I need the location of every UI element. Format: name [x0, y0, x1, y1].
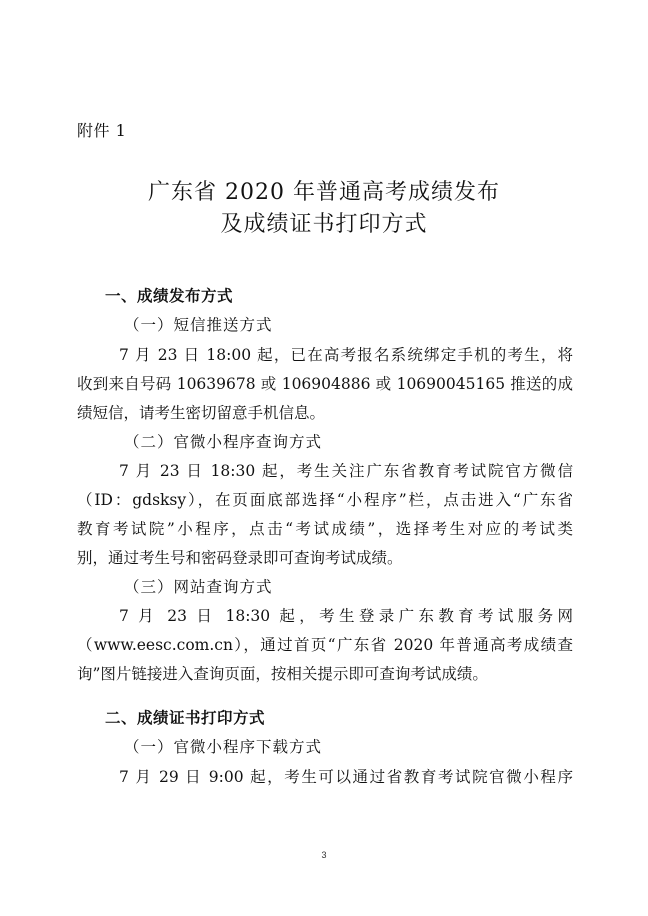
page-number: 3 — [321, 850, 327, 860]
paragraph-line: （www.eesc.com.cn），通过首页“广东省 2020 年普通高考成绩查 — [77, 636, 573, 654]
document-title-line-1: 广东省 2020 年普通高考成绩发布 — [148, 180, 500, 205]
subsection-1-3-heading: （三）网站查询方式 — [124, 578, 273, 596]
subsection-2-1-heading: （一）官微小程序下载方式 — [124, 738, 323, 756]
section-2-heading: 二、成绩证书打印方式 — [105, 708, 266, 727]
paragraph-line: 询”图片链接进入查询页面，按相关提示即可查询考试成绩。 — [77, 665, 488, 683]
subsection-1-1-heading: （一）短信推送方式 — [124, 316, 273, 334]
paragraph-line: 7 月 29 日 9:00 起，考生可以通过省教育考试院官微小程序 — [119, 768, 573, 786]
paragraph-line: 教育考试院”小程序，点击“考试成绩”，选择考生对应的考试类 — [77, 520, 573, 538]
paragraph-line: 7 月 23 日 18:00 起，已在高考报名系统绑定手机的考生，将 — [119, 346, 573, 364]
paragraph-line: 绩短信，请考生密切留意手机信息。 — [77, 404, 326, 422]
document-title-line-2: 及成绩证书打印方式 — [220, 212, 428, 237]
attachment-label: 附件 1 — [77, 121, 127, 140]
paragraph-line: 7 月 23 日 18:30 起，考生登录广东教育考试服务网 — [119, 607, 573, 625]
subsection-1-2-heading: （二）官微小程序查询方式 — [124, 433, 323, 451]
section-1-heading: 一、成绩发布方式 — [105, 286, 234, 305]
paragraph-line: 收到来自号码 10639678 或 106904886 或 10690045165 推送的成 — [77, 375, 573, 393]
paragraph-line: 7 月 23 日 18:30 起，考生关注广东省教育考试院官方微信 — [119, 462, 573, 480]
paragraph-line: （ID：gdsksy），在页面底部选择“小程序”栏，点击进入“广东省 — [77, 491, 573, 509]
paragraph-line: 别，通过考生号和密码登录即可查询考试成绩。 — [77, 549, 403, 567]
